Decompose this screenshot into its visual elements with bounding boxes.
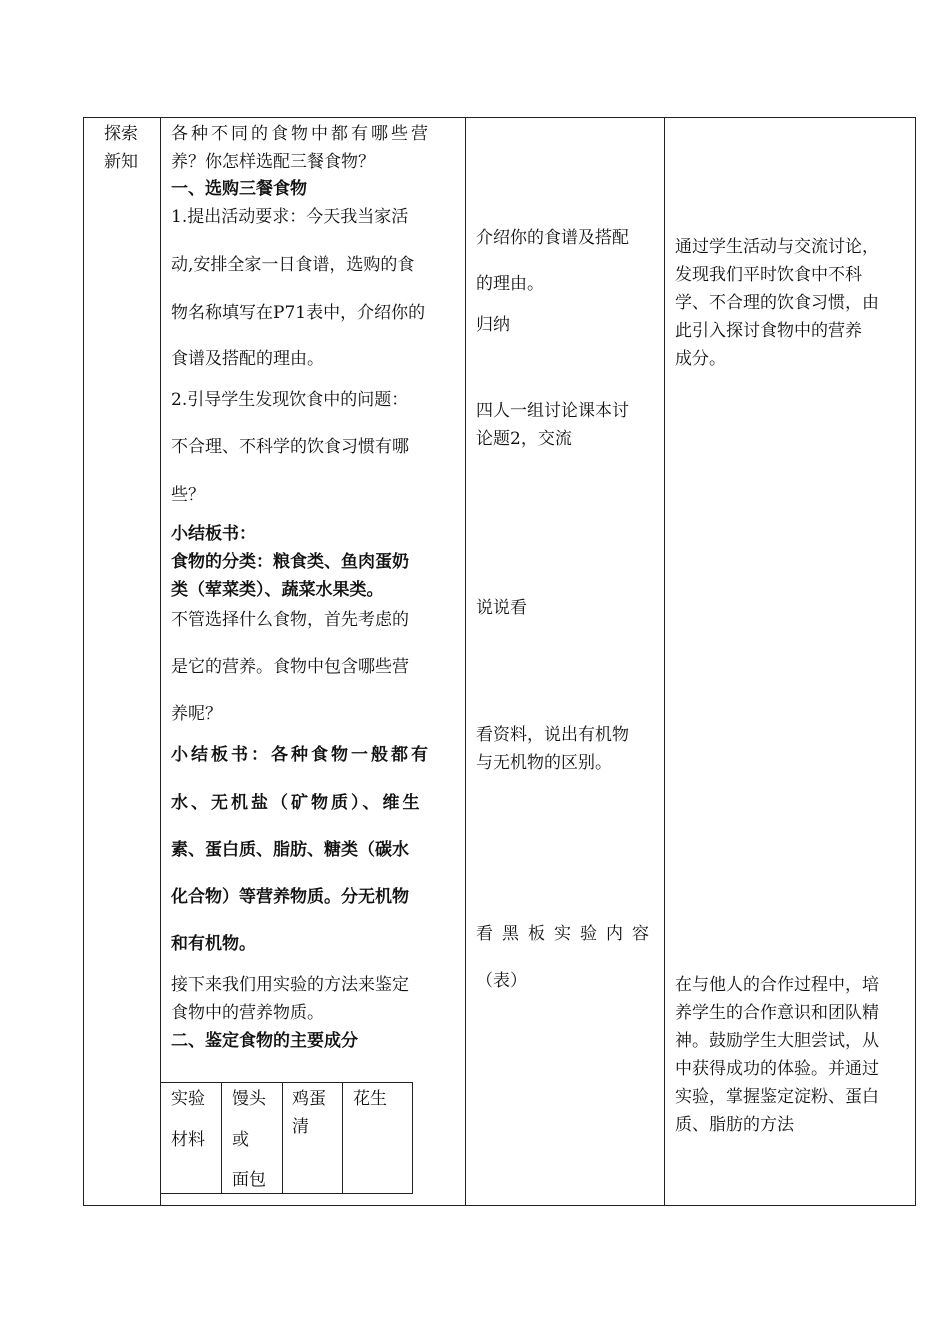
summary1-line-1: 食物的分类：粮食类、鱼肉蛋奶 — [171, 552, 409, 572]
para1-line-2: 是它的营养。食物中包含哪些营 — [171, 657, 409, 677]
col3-a3-line-2: 论题2，交流 — [476, 429, 572, 449]
para1-line-1: 不管选择什么食物，首先考虑的 — [171, 610, 409, 630]
inner-cell-peanut: 花生 — [353, 1089, 387, 1109]
para2-line-1: 接下来我们用实验的方法来鉴定 — [171, 975, 409, 995]
summary1-line-2: 类（荤菜类）、蔬菜水果类。 — [171, 580, 384, 600]
col3-a6-line-2: （表） — [476, 971, 527, 991]
para1-line-3: 养呢？ — [171, 704, 222, 724]
item1-line-3: 物名称填写在P71表中，介绍你的 — [171, 303, 426, 323]
col3-a5-line-1: 看资料，说出有机物 — [476, 725, 629, 745]
table-border-bottom — [83, 1205, 916, 1206]
col3-a5-line-2: 与无机物的区别。 — [476, 753, 612, 773]
table-border-right — [915, 117, 916, 1206]
inner-table-div-3 — [342, 1082, 343, 1194]
inner-table-div-1 — [221, 1082, 222, 1194]
item2-line-2: 不合理、不科学的饮食习惯有哪 — [171, 437, 409, 457]
col4-p1-line-4: 此引入探讨食物中的营养 — [675, 321, 862, 341]
inner-table-top — [160, 1082, 413, 1083]
col4-p1-line-5: 成分。 — [675, 349, 726, 369]
heading-2: 二、鉴定食物的主要成分 — [171, 1031, 358, 1051]
table-divider-1 — [160, 117, 161, 1206]
item2-line-1: 2.引导学生发现饮食中的问题： — [171, 390, 409, 410]
col4-p2-line-2: 养学生的合作意识和团队精 — [675, 1003, 879, 1023]
col3-a6-line-1: 看黑板实验内容 — [476, 924, 658, 944]
para2-line-2: 食物中的营养物质。 — [171, 1003, 324, 1023]
col3-a1-line-1: 介绍你的食谱及搭配 — [476, 228, 629, 248]
summary2-line-5: 和有机物。 — [171, 934, 256, 954]
table-border-left — [83, 117, 84, 1206]
col4-p1-line-1: 通过学生活动与交流讨论， — [675, 237, 879, 257]
inner-cell-material-2: 材料 — [171, 1130, 205, 1150]
heading-1: 一、选购三餐食物 — [171, 179, 307, 199]
col3-a3-line-1: 四人一组讨论课本讨 — [476, 401, 629, 421]
section-label-line-1: 探索 — [104, 124, 138, 144]
inner-table-bottom — [160, 1193, 413, 1194]
col3-a1-line-2: 的理由。 — [476, 274, 544, 294]
summary2-line-1: 小结板书：各种食物一般都有 — [171, 745, 431, 765]
inner-table-div-2 — [282, 1082, 283, 1194]
item1-line-1: 1.提出活动要求：今天我当家活 — [171, 207, 409, 227]
section-label-line-2: 新知 — [104, 152, 138, 172]
intro-line-1: 各种不同的食物中都有哪些营 — [171, 124, 431, 144]
intro-line-2: 养？你怎样选配三餐食物？ — [171, 152, 375, 172]
item2-line-3: 些？ — [171, 485, 205, 505]
summary2-line-4: 化合物）等营养物质。分无机物 — [171, 887, 409, 907]
inner-cell-material-1: 实验 — [171, 1089, 205, 1109]
col4-p2-line-5: 实验，掌握鉴定淀粉、蛋白 — [675, 1087, 879, 1107]
col4-p1-line-2: 发现我们平时饮食中不科 — [675, 265, 862, 285]
table-divider-3 — [664, 117, 665, 1206]
table-border-top — [83, 117, 916, 118]
inner-cell-bread-3: 面包 — [232, 1170, 266, 1190]
item1-line-4: 食谱及搭配的理由。 — [171, 349, 324, 369]
inner-cell-bread-2: 或 — [232, 1130, 249, 1150]
inner-cell-bread-1: 馒头 — [232, 1089, 266, 1109]
summary2-line-3: 素、蛋白质、脂肪、糖类（碳水 — [171, 840, 409, 860]
col4-p2-line-1: 在与他人的合作过程中，培 — [675, 975, 879, 995]
col4-p2-line-3: 神。鼓励学生大胆尝试，从 — [675, 1031, 879, 1051]
item1-line-2: 动,安排全家一日食谱，选购的食 — [171, 255, 415, 275]
inner-table-right — [412, 1082, 413, 1194]
col4-p2-line-4: 中获得成功的体验。并通过 — [675, 1059, 879, 1079]
inner-cell-egg-1: 鸡蛋 — [292, 1089, 326, 1109]
table-divider-2 — [465, 117, 466, 1206]
col3-a2: 归纳 — [476, 315, 510, 335]
col3-a4: 说说看 — [476, 598, 527, 618]
col4-p1-line-3: 学、不合理的饮食习惯，由 — [675, 293, 879, 313]
inner-cell-egg-2: 清 — [292, 1117, 309, 1137]
col4-p2-line-6: 质、脂肪的方法 — [675, 1115, 794, 1135]
summary2-line-2: 水、无机盐（矿物质）、维生 — [171, 793, 423, 813]
summary1-title: 小结板书： — [171, 524, 256, 544]
